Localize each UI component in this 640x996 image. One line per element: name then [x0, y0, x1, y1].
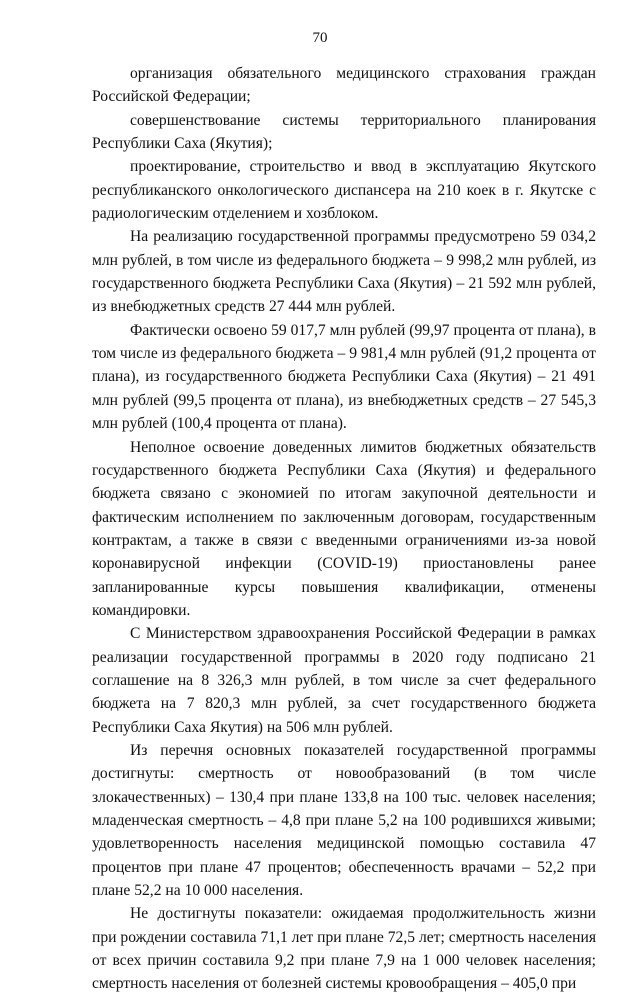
paragraph-6: Неполное освоение доведенных лимитов бюджетных обязательств государственного бюджета Республики Саха (Якутия) и федерального бюджета связано с экономией по итогам закупочной деятельности и фактическим исполнением по заключенным договорам, государственным контрактам, а также в связи с введенными ограничениями из-за новой коронавирусной инфекции (COVID-19) приостановлены ранее запланированные курсы повышения квалификации, отменены командировки.: [92, 438, 596, 619]
paragraph-1: организация обязательного медицинского страхования граждан Российской Федерации;: [92, 65, 596, 106]
body-text: [92, 62, 596, 996]
page-number: 70: [312, 30, 328, 46]
paragraph-7: С Министерством здравоохранения Российской Федерации в рамках реализации государственной программы в 2020 году подписано 21 соглашение на 8 326,3 млн рублей, в том числе за счет федерального бюджета на 7 820,3 млн рублей, за счет государственного бюджета Республики Саха Якутия) на 506 млн рублей.: [92, 625, 596, 736]
paragraph-2: совершенствование системы территориального планирования Республики Саха (Якутия);: [92, 111, 596, 153]
paragraph-9: Не достигнуты показатели: ожидаемая продолжительность жизни при рождении составила 71,1 лет при плане 72,5 лет; смертность населения от всех причин составила 9,2 при плане 7,9 на 1 000 человек населения; смертность населения от болезней системы кровообращения – 405,0 при: [92, 905, 596, 993]
paragraph-4: На реализацию государственной программы предусмотрено 59 034,2 млн рублей, в том числе из федерального бюджета – 9 998,2 млн рублей, из государственного бюджета Республики Саха (Якутия) – 21 592 млн рублей, из внебюджетных средств 27 444 млн рублей.: [92, 228, 596, 316]
paragraph-8: Из перечня основных показателей государственной программы достигнуты: смертность от новообразований (в том числе злокачественных) – 130,4 при плане 133,8 на 100 тыс. человек населения; младенческая смертность – 4,8 при плане 5,2 на 100 родившихся живыми; удовлетворенность населения медицинской помощью составила 47 процентов при плане 47 процентов; обеспеченность врачами – 52,2 при плане 52,2 на 10 000 населения.: [92, 741, 596, 900]
paragraph-5: Фактически освоено 59 017,7 млн рублей (99,97 процента от плана), в том числе из федерального бюджета – 9 981,4 млн рублей (91,2 процента от плана), из государственного бюджета Республики Саха (Якутия) – 21 491 млн рублей (99,5 процента от плана), из внебюджетных средств – 27 545,3 млн рублей (100,4 процента от плана).: [92, 321, 596, 433]
paragraph-3: проектирование, строительство и ввод в эксплуатацию Якутского республиканского онкологического диспансера на 210 коек в г. Якутске с радиологическим отделением и хозблоком.: [92, 158, 596, 223]
